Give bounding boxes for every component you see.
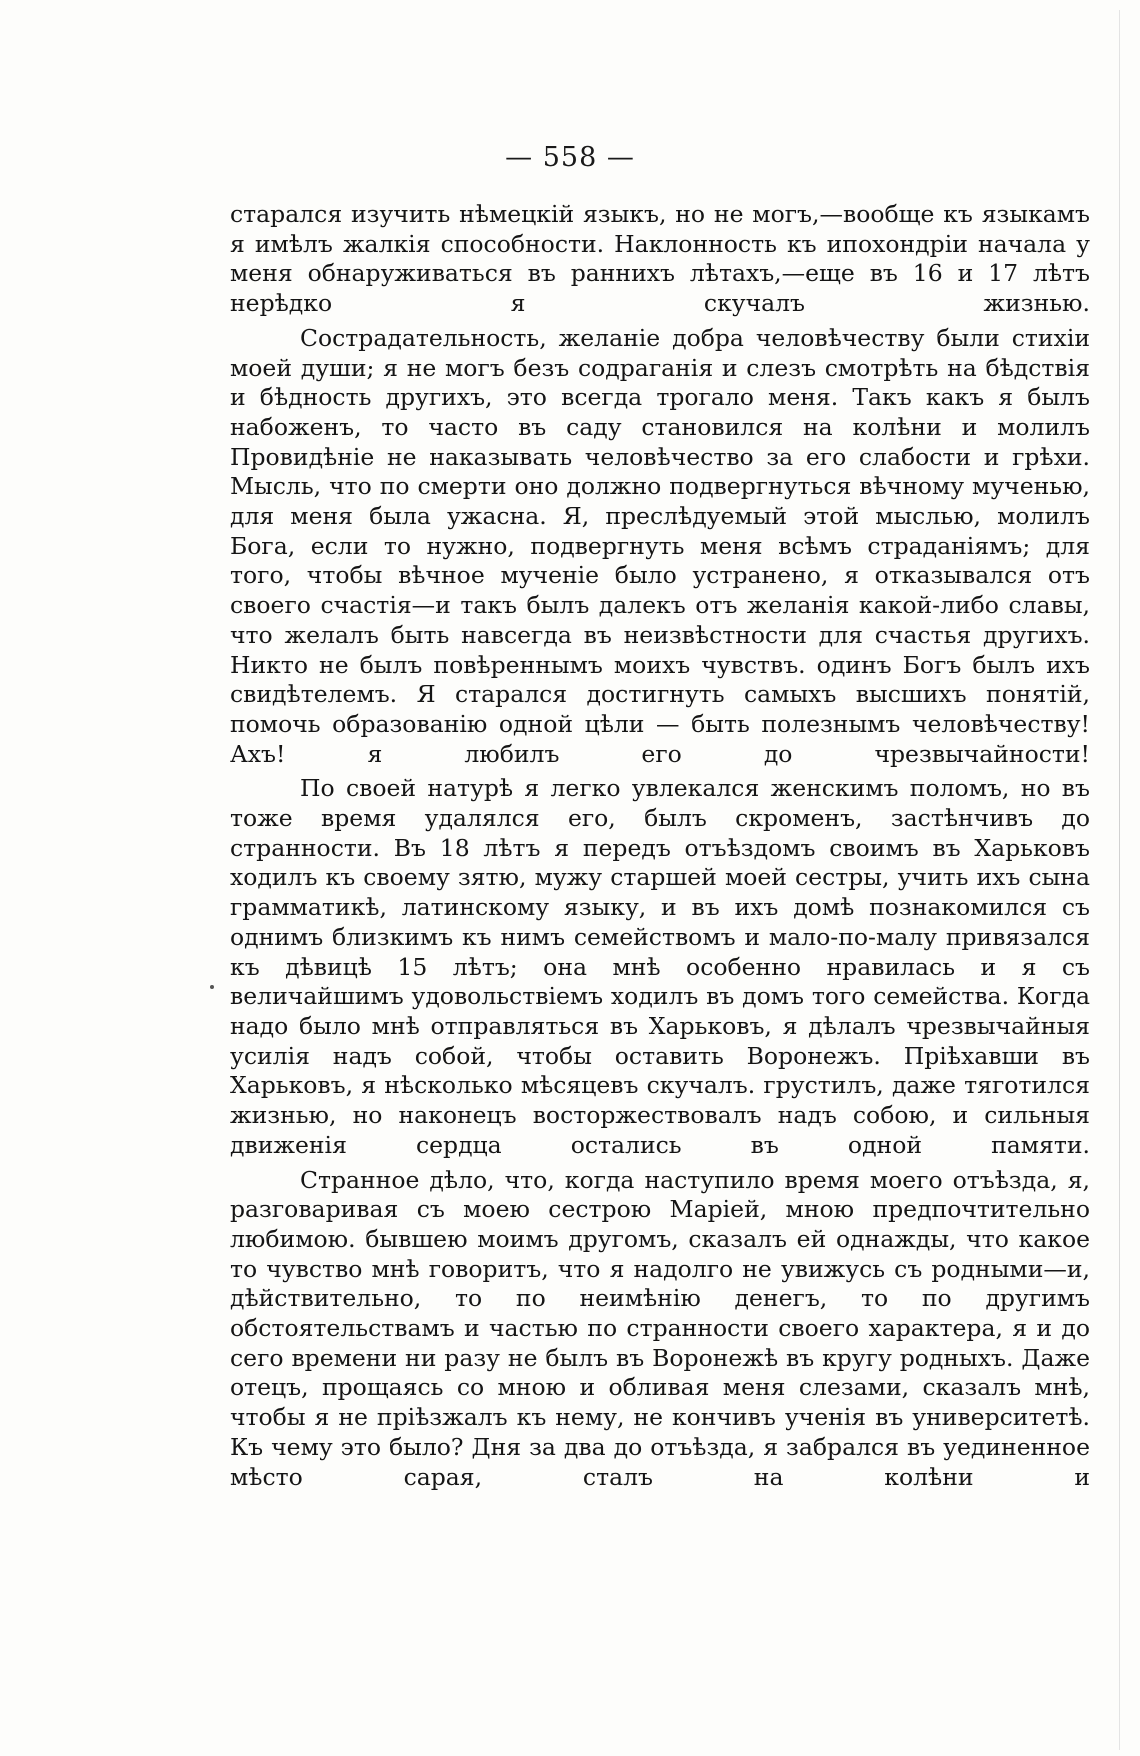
paragraph-4: Странное дѣло, что, когда наступило время моего отъѣзда, я, разговаривая съ моею сестрою Маріей, мною предпочтительно любимою. бывшею моимъ другомъ, сказалъ ей однажды, что какое то чувство мнѣ говоритъ, что я надолго не увижусь съ родными—и, дѣйствительно, то по неимѣнію денегъ, то по другимъ обстоятельствамъ и частью по странности своего характера, я и до сего времени ни разу не былъ въ Воронежѣ въ кругу родныхъ. Даже отецъ, прощаясь со мною и обливая меня слезами, сказалъ мнѣ, чтобы я не пріѣзжалъ къ нему, не кончивъ ученія въ университетѣ. Къ чему это было? Дня за два до отъѣзда, я забрался въ уединенное мѣсто сарая, сталъ на колѣни и — [230, 1165, 1090, 1491]
paragraph-1: старался изучить нѣмецкій языкъ, но не могъ,—вообще къ языкамъ я имѣлъ жалкія способности. Наклонность къ ипохондріи начала у меня обнаруживаться въ раннихъ лѣтахъ,—еще въ 16 и 17 лѣтъ нерѣдко я скучалъ жизнью. — [230, 200, 1090, 318]
page-number: — 558 — — [505, 142, 635, 173]
margin-speck — [210, 985, 214, 989]
body-text — [230, 200, 1090, 1492]
page-edge-line — [1119, 10, 1120, 1750]
paragraph-3: По своей натурѣ я легко увлекался женскимъ поломъ, но въ тоже время удалялся его, былъ скроменъ, застѣнчивъ до странности. Въ 18 лѣтъ я передъ отъѣздомъ своимъ въ Харьковъ ходилъ къ своему зятю, мужу старшей моей сестры, учить ихъ сына грамматикѣ, латинскому языку, и въ ихъ домѣ познакомился съ однимъ близкимъ къ нимъ семействомъ и мало-по-малу привязался къ дѣвицѣ 15 лѣтъ; она мнѣ особенно нравилась и я съ величайшимъ удовольствіемъ ходилъ въ домъ того семейства. Когда надо было мнѣ отправляться въ Харьковъ, я дѣлалъ чрезвычайныя усилія надъ собой, чтобы оставить Воронежъ. Пріѣхавши въ Харьковъ, я нѣсколько мѣсяцевъ скучалъ. грустилъ, даже тяготился жизнью, но наконецъ восторжествовалъ надъ собою, и сильныя движенія сердца остались въ одной памяти. — [230, 774, 1090, 1159]
paragraph-2: Сострадательность, желаніе добра человѣчеству были стихіи моей души; я не могъ безъ содраганія и слезъ смотрѣть на бѣдствія и бѣдность другихъ, это всегда трогало меня. Такъ какъ я былъ набоженъ, то часто въ саду становился на колѣни и молилъ Провидѣніе не наказывать человѣчество за его слабости и грѣхи. Мысль, что по смерти оно должно подвергнуться вѣчному мученью, для меня была ужасна. Я, преслѣдуемый этой мыслью, молилъ Бога, если то нужно, подвергнуть меня всѣмъ страданіямъ; для того, чтобы вѣчное мученіе было устранено, я отказывался отъ своего счастія—и такъ былъ далекъ отъ желанія какой-либо славы, что желалъ быть навсегда въ неизвѣстности для счастья другихъ. Никто не былъ повѣреннымъ моихъ чувствъ. одинъ Богъ былъ ихъ свидѣтелемъ. Я старался достигнуть самыхъ высшихъ понятій, помочь образованію одной цѣли — быть полезнымъ человѣчеству! Ахъ! я любилъ его до чрезвычайности! — [230, 323, 1090, 768]
